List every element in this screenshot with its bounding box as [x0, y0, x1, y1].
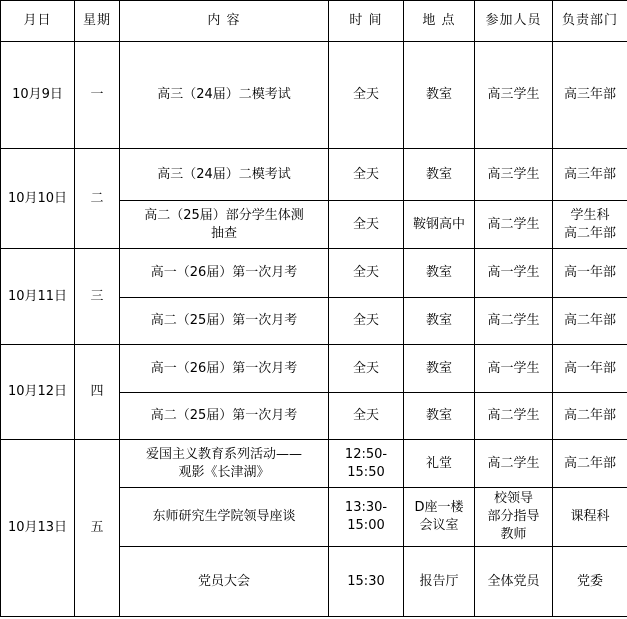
time-cell: 15:30 — [329, 547, 404, 617]
participants-cell: 高三学生 — [475, 149, 553, 201]
content-cell: 高三（24届）二模考试 — [120, 42, 329, 149]
content-cell: 高一（26届）第一次月考 — [120, 249, 329, 298]
department-cell: 高二年部 — [553, 393, 627, 440]
time-cell: 全天 — [329, 201, 404, 249]
table-row — [1, 42, 627, 149]
place-cell: 报告厅 — [404, 547, 475, 617]
time-cell: 全天 — [329, 298, 404, 345]
content-cell: 爱国主义教育系列活动—— 观影《长津湖》 — [120, 440, 329, 488]
content-cell: 党员大会 — [120, 547, 329, 617]
time-cell: 全天 — [329, 149, 404, 201]
header-weekday: 星期 — [75, 1, 120, 42]
department-cell: 高二年部 — [553, 440, 627, 488]
header-content: 内 容 — [120, 1, 329, 42]
department-cell: 高一年部 — [553, 345, 627, 393]
place-cell: 教室 — [404, 393, 475, 440]
time-cell: 全天 — [329, 393, 404, 440]
content-cell: 东师研究生学院领导座谈 — [120, 488, 329, 547]
time-cell: 全天 — [329, 345, 404, 393]
department-cell: 高二年部 — [553, 298, 627, 345]
participants-cell: 高二学生 — [475, 298, 553, 345]
content-cell: 高二（25届）第一次月考 — [120, 393, 329, 440]
header-participants: 参加人员 — [475, 1, 553, 42]
time-cell: 13:30- 15:00 — [329, 488, 404, 547]
weekday-cell: 四 — [75, 345, 120, 440]
header-place: 地 点 — [404, 1, 475, 42]
participants-cell: 高二学生 — [475, 440, 553, 488]
participants-cell: 高一学生 — [475, 249, 553, 298]
header-department: 负责部门 — [553, 1, 627, 42]
content-cell: 高二（25届）第一次月考 — [120, 298, 329, 345]
time-cell: 全天 — [329, 249, 404, 298]
place-cell: 教室 — [404, 345, 475, 393]
content-cell: 高二（25届）部分学生体测 抽查 — [120, 201, 329, 249]
weekday-cell: 三 — [75, 249, 120, 345]
date-cell: 10月12日 — [1, 345, 75, 440]
content-cell: 高一（26届）第一次月考 — [120, 345, 329, 393]
place-cell: 教室 — [404, 42, 475, 149]
header-row — [1, 1, 627, 42]
table-row — [1, 249, 627, 298]
department-cell: 高三年部 — [553, 42, 627, 149]
department-cell: 课程科 — [553, 488, 627, 547]
place-cell: 教室 — [404, 249, 475, 298]
place-cell: 教室 — [404, 149, 475, 201]
table-row — [1, 345, 627, 393]
time-cell: 全天 — [329, 42, 404, 149]
date-cell: 10月10日 — [1, 149, 75, 249]
participants-cell: 全体党员 — [475, 547, 553, 617]
weekday-cell: 二 — [75, 149, 120, 249]
participants-cell: 高三学生 — [475, 42, 553, 149]
date-cell: 10月13日 — [1, 440, 75, 617]
department-cell: 学生科 高二年部 — [553, 201, 627, 249]
time-cell: 12:50- 15:50 — [329, 440, 404, 488]
department-cell: 高一年部 — [553, 249, 627, 298]
participants-cell: 校领导 部分指导 教师 — [475, 488, 553, 547]
header-date: 月日 — [1, 1, 75, 42]
place-cell: 教室 — [404, 298, 475, 345]
date-cell: 10月9日 — [1, 42, 75, 149]
table-row — [1, 440, 627, 488]
table-row — [1, 149, 627, 201]
weekday-cell: 五 — [75, 440, 120, 617]
place-cell: D座一楼 会议室 — [404, 488, 475, 547]
content-cell: 高三（24届）二模考试 — [120, 149, 329, 201]
participants-cell: 高一学生 — [475, 345, 553, 393]
participants-cell: 高二学生 — [475, 201, 553, 249]
header-time: 时 间 — [329, 1, 404, 42]
place-cell: 礼堂 — [404, 440, 475, 488]
department-cell: 高三年部 — [553, 149, 627, 201]
weekday-cell: 一 — [75, 42, 120, 149]
place-cell: 鞍钢高中 — [404, 201, 475, 249]
department-cell: 党委 — [553, 547, 627, 617]
participants-cell: 高二学生 — [475, 393, 553, 440]
date-cell: 10月11日 — [1, 249, 75, 345]
